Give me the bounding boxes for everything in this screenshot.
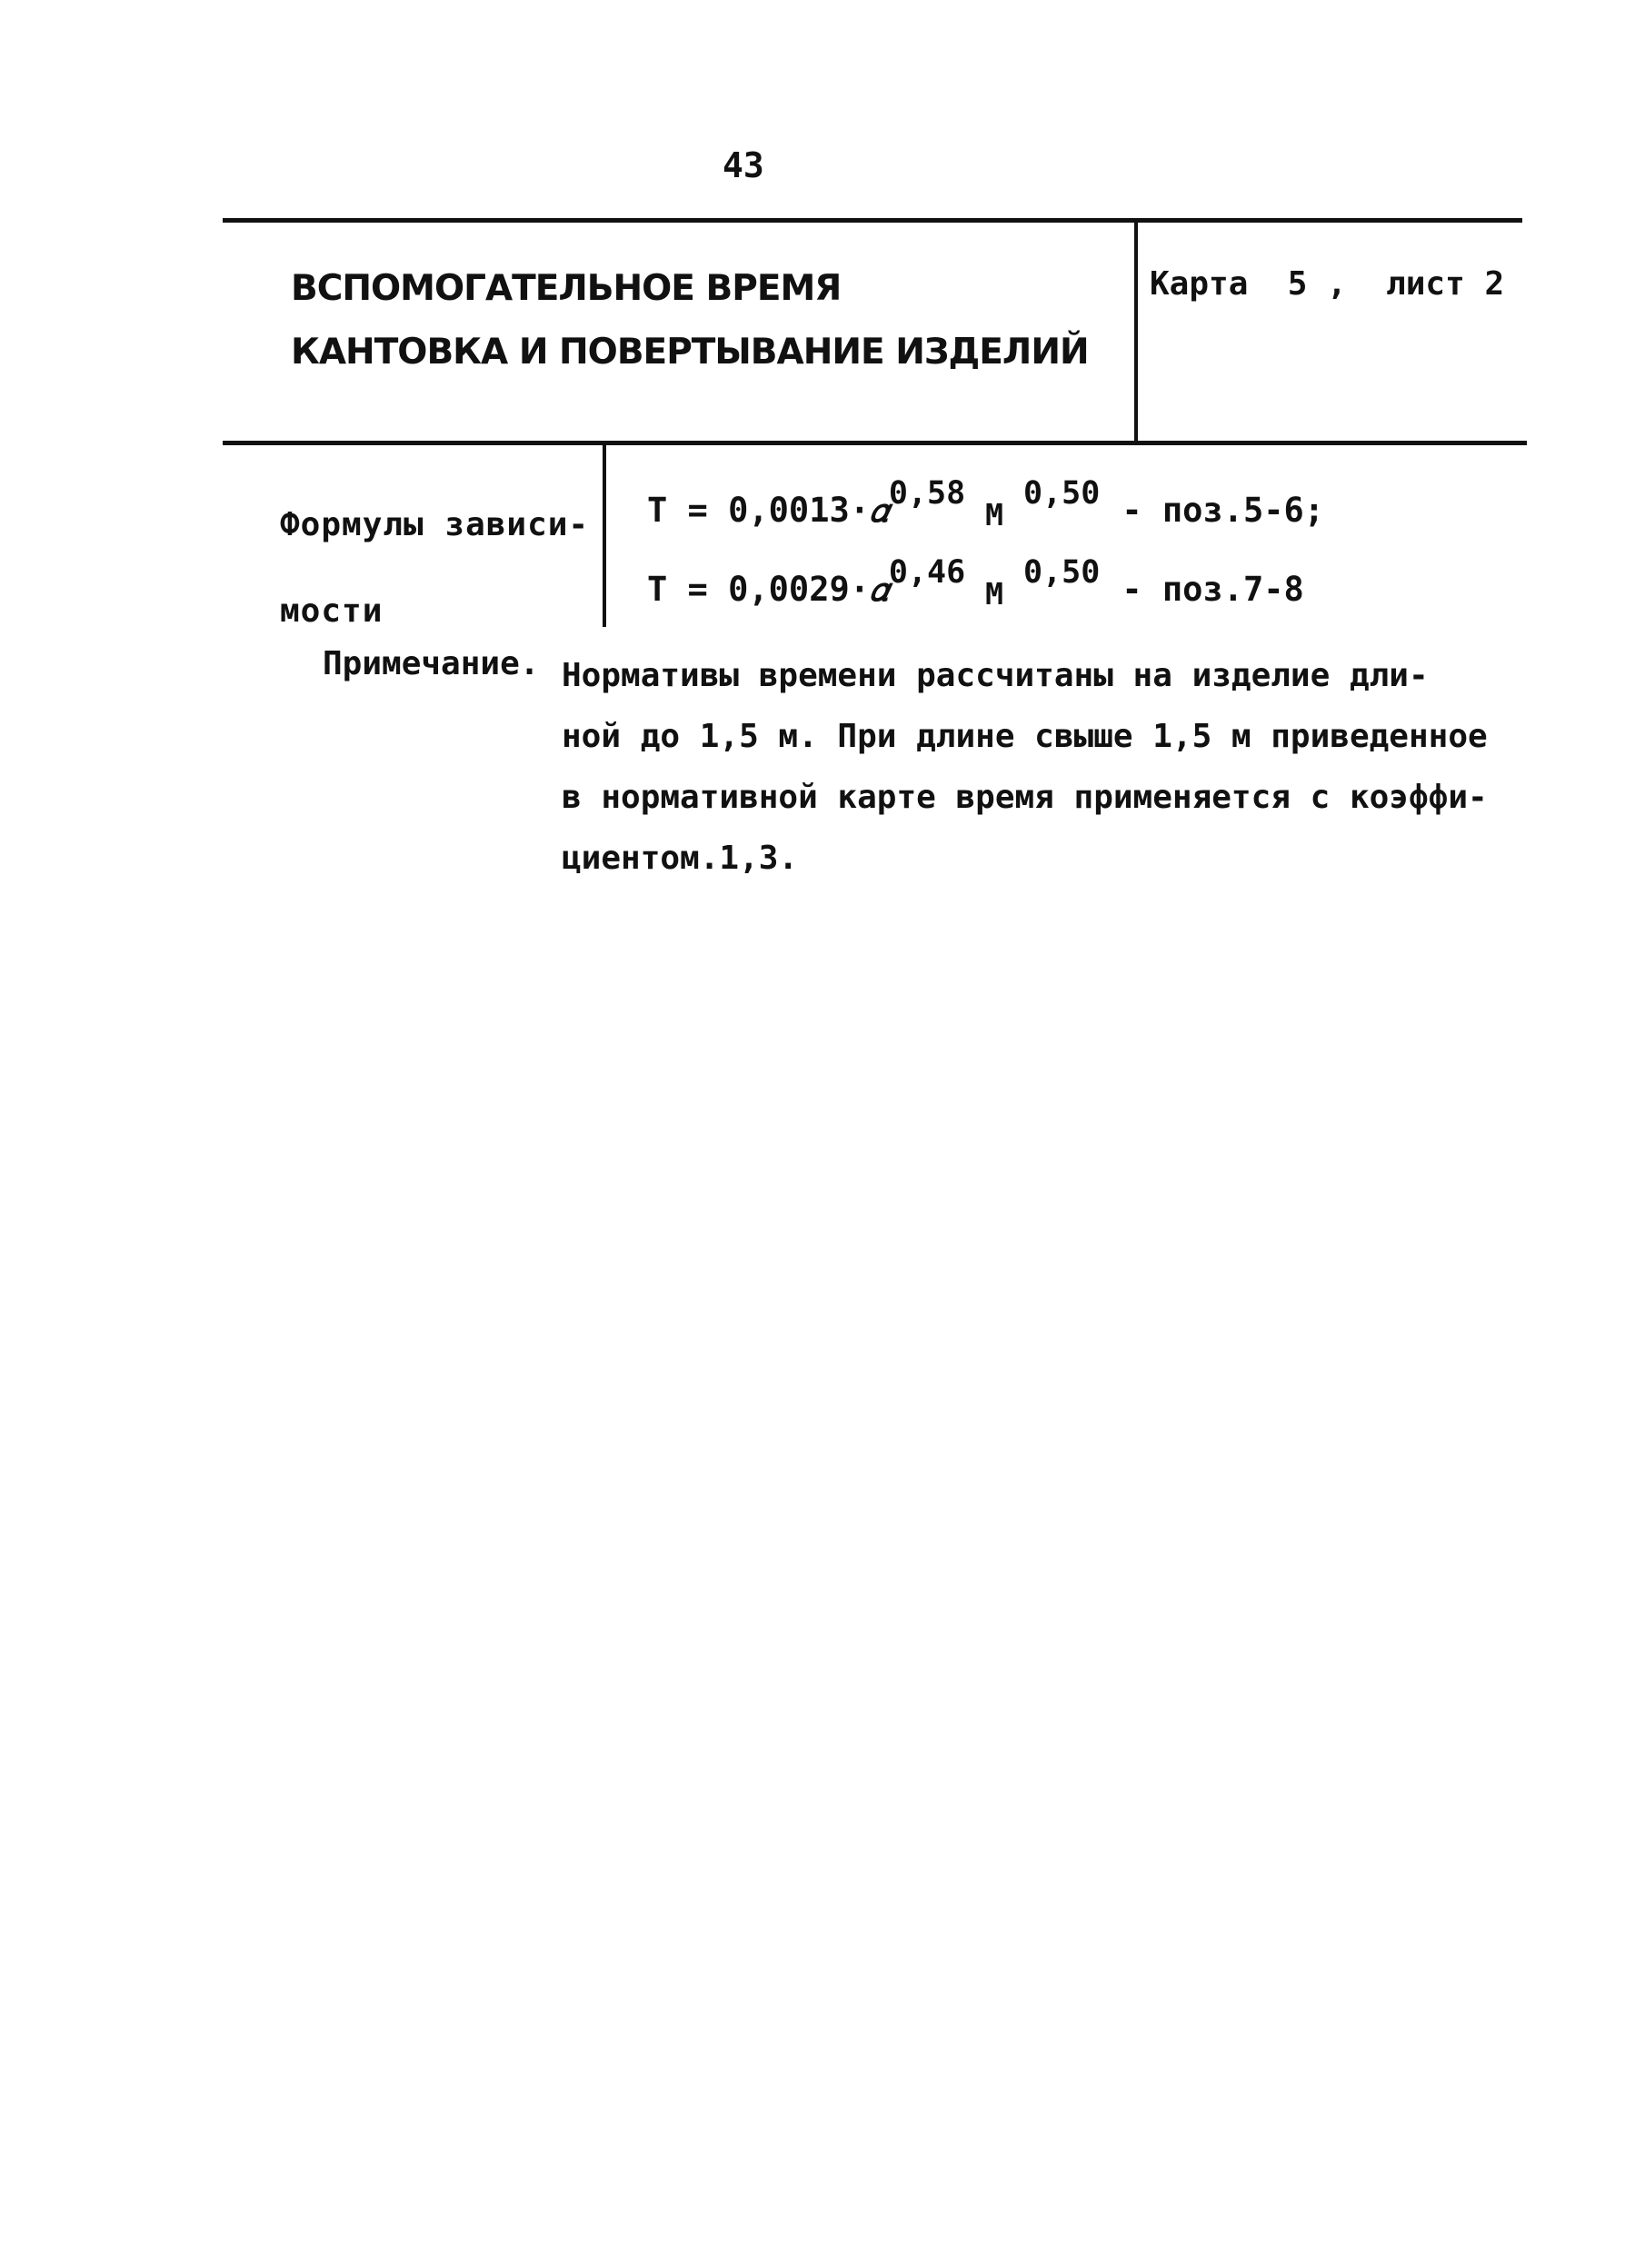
note-line-3: в нормативной карте время применяется с коэффи- <box>562 779 1488 816</box>
formula-2-lhs: Т = 0,0029· <box>647 570 871 609</box>
alpha-symbol: 𝛼 <box>870 571 889 609</box>
formula-label <box>280 482 589 654</box>
formula-divider <box>603 445 606 627</box>
formula-2-position: - поз.7-8 <box>1122 570 1304 609</box>
header-bottom-rule <box>223 441 1527 445</box>
top-rule <box>223 218 1522 223</box>
formula-2-alpha-exponent: 0,46 <box>888 554 966 591</box>
note-line-2: ной до 1,5 м. При длине свыше 1,5 м приведенное <box>562 718 1488 755</box>
formula-1-position: - поз.5-6; <box>1122 491 1325 530</box>
page-number: 43 <box>723 145 764 185</box>
note-text <box>562 645 1525 889</box>
formula-label-line-2: мости <box>280 592 384 630</box>
mass-symbol: М <box>985 497 1004 532</box>
note-line-4: циентом.1,3. <box>562 840 799 877</box>
formula-1-lhs: Т = 0,0013· <box>647 491 871 530</box>
header-divider <box>1134 220 1138 443</box>
note-line-1: Нормативы времени рассчитаны на изделие дли- <box>562 657 1429 694</box>
formula-2-mass-exponent: 0,50 <box>1023 554 1101 591</box>
mass-symbol: М <box>985 576 1004 612</box>
formula-1-mass-exponent: 0,50 <box>1023 475 1101 512</box>
map-sheet-label: Карта 5 , лист 2 <box>1150 265 1505 303</box>
formula-1-alpha-exponent: 0,58 <box>888 475 966 512</box>
alpha-symbol: 𝛼 <box>870 492 889 530</box>
note-label: Примечание. <box>323 645 540 682</box>
formula-2 <box>647 554 1304 612</box>
header-title-line-1: ВСПОМОГАТЕЛЬНОЕ ВРЕМЯ <box>291 268 842 309</box>
formula-label-line-1: Формулы зависи- <box>280 506 590 543</box>
header-title <box>291 257 1089 384</box>
header-title-line-2: КАНТОВКА И ПОВЕРТЫВАНИЕ ИЗДЕЛИЙ <box>291 332 1089 373</box>
formula-1 <box>647 475 1325 532</box>
